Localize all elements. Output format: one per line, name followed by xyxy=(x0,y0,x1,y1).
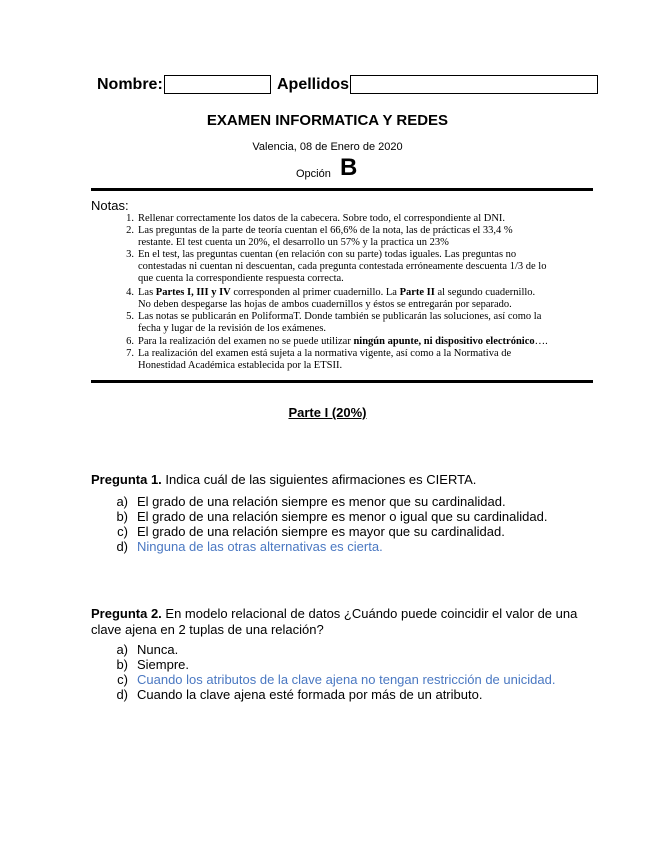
notes-label: Notas: xyxy=(91,198,129,213)
answer-option-correct[interactable]: c) Cuando los atributos de la clave ajena no tengan restricción de unicidad. xyxy=(117,672,556,687)
answer-option[interactable]: b) El grado de una relación siempre es menor o igual que su cardinalidad. xyxy=(116,509,548,524)
name-label: Nombre: xyxy=(97,76,163,93)
note-item: 5. Las notas se publicarán en PoliformaT. Donde también se publicarán las soluciones, así como la fecha y lugar de la revisión de los exámenes. xyxy=(126,311,542,334)
question-1: Pregunta 1. Indica cuál de las siguientes afirmaciones es CIERTA. xyxy=(91,472,477,487)
surname-input[interactable] xyxy=(350,75,598,94)
question-2: Pregunta 2. En modelo relacional de datos ¿Cuándo puede coincidir el valor de una clave ajena en 2 tuplas de una relación? xyxy=(91,606,578,637)
note-item: 3. En el test, las preguntas cuentan (en relación con su parte) todas iguales. Las preguntas no contestadas ni cuentan ni descuentan, cada pregunta contestada erróneamente descuenta 1/3 de lo que cuenta la correspondiente respuesta correcta. xyxy=(126,249,547,284)
surname-label: Apellidos xyxy=(277,76,350,93)
answer-option-correct[interactable]: d) Ninguna de las otras alternativas es cierta. xyxy=(116,539,383,554)
top-divider xyxy=(91,188,593,191)
answer-option[interactable]: c) El grado de una relación siempre es mayor que su cardinalidad. xyxy=(117,524,505,539)
section-title: Parte I (20%) xyxy=(288,405,367,420)
option-label: Opción xyxy=(296,168,331,180)
option-letter: B xyxy=(340,154,358,181)
name-input[interactable] xyxy=(164,75,271,94)
exam-date: Valencia, 08 de Enero de 2020 xyxy=(252,141,403,153)
note-item: 1. Rellenar correctamente los datos de la cabecera. Sobre todo, el correspondiente al DNI. xyxy=(126,213,506,224)
answer-option[interactable]: a) El grado de una relación siempre es menor que su cardinalidad. xyxy=(116,494,506,509)
answer-option[interactable]: d) Cuando la clave ajena esté formada por más de un atributo. xyxy=(116,687,483,702)
note-item: 2. Las preguntas de la parte de teoría cuentan el 66,6% de la nota, las de prácticas el 33,4 % restante. El test cuenta un 20%, el desarrollo un 57% y la practica un 23% xyxy=(126,225,513,248)
exam-title: EXAMEN INFORMATICA Y REDES xyxy=(206,112,449,129)
answer-option[interactable]: b) Siempre. xyxy=(116,657,190,672)
bottom-divider xyxy=(91,380,593,383)
note-item: 7. La realización del examen está sujeta a la normativa vigente, así como a la Normativa de Honestidad Académica establecida por la ETSII. xyxy=(126,348,512,371)
note-item: 4. Las Partes I, III y IV corresponden al primer cuadernillo. La Parte II al segundo cuadernillo. No deben despegarse las hojas de ambos cuadernillos y éstos se entregarán por separado. xyxy=(126,287,536,310)
note-item: 6. Para la realización del examen no se puede utilizar ningún apunte, ni dispositivo electrónico…. xyxy=(126,336,548,347)
answer-option[interactable]: a) Nunca. xyxy=(116,642,179,657)
